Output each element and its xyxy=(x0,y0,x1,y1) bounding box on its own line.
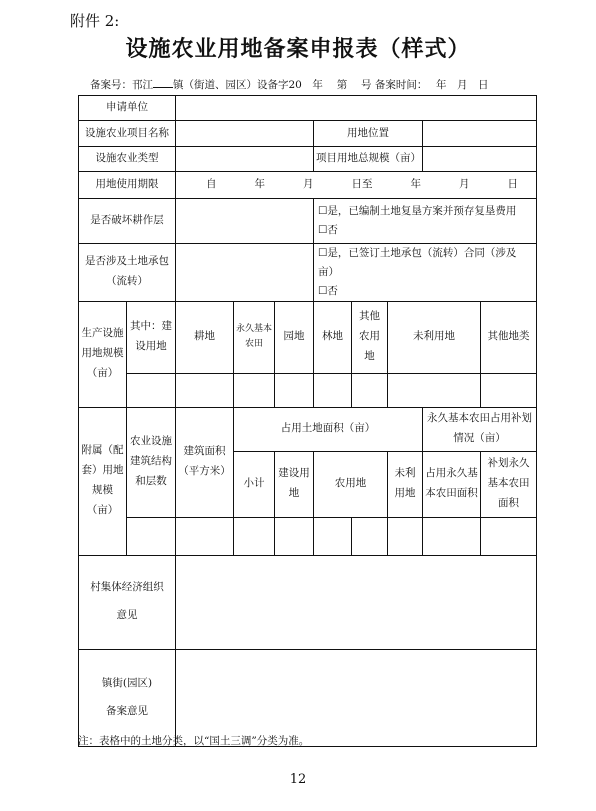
auxiliary-value-cell[interactable] xyxy=(481,517,537,555)
building-area-header: 建筑面积（平方米） xyxy=(176,407,234,517)
town-opinion-label xyxy=(79,649,176,746)
filing-suffix: 镇（街道、园区）设备字20 年 第 号 备案时间： 年 月 日 xyxy=(173,79,489,91)
damage-options xyxy=(314,199,537,244)
town-opinion-line1: 镇街(园区) xyxy=(101,676,153,689)
production-unused-header: 未利用地 xyxy=(388,301,481,373)
production-pbf-header: 永久基本农田 xyxy=(234,301,275,373)
location-label: 用地位置 xyxy=(314,121,423,147)
town-opinion-line2: 备案意见 xyxy=(106,704,148,717)
total-area-label: 项目用地总规模（亩） xyxy=(314,147,423,172)
facility-type-label: 设施农业类型 xyxy=(79,147,176,172)
auxiliary-value-cell[interactable] xyxy=(388,517,423,555)
damage-yes-checkbox[interactable]: ☐是，已编制土地复垦方案并预存复垦费用 xyxy=(318,205,517,218)
village-opinion-line1: 村集体经济组织 xyxy=(90,581,164,594)
production-value-cell[interactable] xyxy=(388,373,481,407)
period-word: 自 xyxy=(206,178,217,191)
applicant-input[interactable] xyxy=(176,96,537,121)
page-title: 设施农业用地备案申报表（样式） xyxy=(125,37,471,62)
contract-options xyxy=(314,244,537,302)
production-scale-label: 生产设施用地规模（亩） xyxy=(79,301,127,407)
production-value-cell[interactable] xyxy=(176,373,234,407)
auxiliary-value-cell[interactable] xyxy=(176,517,234,555)
production-value-cell[interactable] xyxy=(127,373,176,407)
production-value-cell[interactable] xyxy=(352,373,388,407)
project-name-label: 设施农业项目名称 xyxy=(79,121,176,147)
subtotal-header: 小计 xyxy=(234,451,275,517)
village-opinion-line2: 意见 xyxy=(116,609,138,622)
auxiliary-scale-label: 附属（配套）用地规模（亩） xyxy=(79,407,127,555)
auxiliary-value-cell[interactable] xyxy=(314,517,352,555)
period-word: 日 xyxy=(507,178,518,191)
supplement-pbf-header: 补划永久基本农田面积 xyxy=(481,451,537,517)
attachment-label: 附件 2: xyxy=(70,12,120,30)
occupied-pbf-header: 占用永久基本农田面积 xyxy=(423,451,481,517)
damage-spacer xyxy=(176,199,314,244)
auxiliary-value-cell[interactable] xyxy=(423,517,481,555)
production-arable-header: 耕地 xyxy=(176,301,234,373)
agri-land-header: 农用地 xyxy=(314,451,388,517)
production-value-cell[interactable] xyxy=(275,373,314,407)
period-input[interactable] xyxy=(176,172,537,199)
applicant-label: 申请单位 xyxy=(79,96,176,121)
contract-label: 是否涉及土地承包（流转） xyxy=(79,244,176,302)
production-construction-header: 其中：建设用地 xyxy=(127,301,176,373)
village-opinion-label xyxy=(79,555,176,649)
facility-type-input[interactable] xyxy=(176,147,314,172)
period-word: 年 xyxy=(410,178,421,191)
production-value-cell[interactable] xyxy=(234,373,275,407)
footnote: 注：表格中的土地分类，以“国土三调”分类为准。 xyxy=(78,735,310,747)
period-word: 年 xyxy=(254,178,265,191)
contract-no-checkbox[interactable]: ☐否 xyxy=(318,284,338,297)
contract-spacer xyxy=(176,244,314,302)
construction-land-header: 建设用地 xyxy=(275,451,314,517)
auxiliary-value-cell[interactable] xyxy=(234,517,275,555)
auxiliary-value-cell[interactable] xyxy=(275,517,314,555)
auxiliary-value-cell[interactable] xyxy=(352,517,388,555)
filing-prefix: 备案号：邗江 xyxy=(90,79,153,91)
filing-number-line xyxy=(90,77,488,92)
project-name-input[interactable] xyxy=(176,121,314,147)
filing-form-table xyxy=(78,95,537,747)
town-opinion-input[interactable] xyxy=(176,649,537,746)
damage-no-checkbox[interactable]: ☐否 xyxy=(318,224,338,236)
filing-blank[interactable] xyxy=(153,77,173,88)
structure-header: 农业设施建筑结构和层数 xyxy=(127,407,176,517)
period-word: 日至 xyxy=(351,178,373,191)
village-opinion-input[interactable] xyxy=(176,555,537,649)
production-forest-header: 林地 xyxy=(314,301,352,373)
production-value-cell[interactable] xyxy=(481,373,537,407)
pbf-supplement-header: 永久基本农田占用补划情况（亩） xyxy=(423,407,537,451)
period-label: 用地使用期限 xyxy=(79,172,176,199)
page-number: 12 xyxy=(289,772,307,787)
production-garden-header: 园地 xyxy=(275,301,314,373)
production-value-cell[interactable] xyxy=(314,373,352,407)
occupied-area-header: 占用土地面积（亩） xyxy=(234,407,423,451)
auxiliary-value-cell[interactable] xyxy=(127,517,176,555)
unused-land-header: 未利用地 xyxy=(388,451,423,517)
period-word: 月 xyxy=(459,178,470,191)
contract-yes-checkbox[interactable]: ☐是，已签订土地承包（流转）合同（涉及 亩） xyxy=(318,247,531,278)
production-other-header: 其他地类 xyxy=(481,301,537,373)
production-other-agri-header: 其他农用地 xyxy=(352,301,388,373)
period-word: 月 xyxy=(303,178,314,191)
total-area-input[interactable] xyxy=(423,147,537,172)
location-input[interactable] xyxy=(423,121,537,147)
damage-label: 是否破坏耕作层 xyxy=(79,199,176,244)
